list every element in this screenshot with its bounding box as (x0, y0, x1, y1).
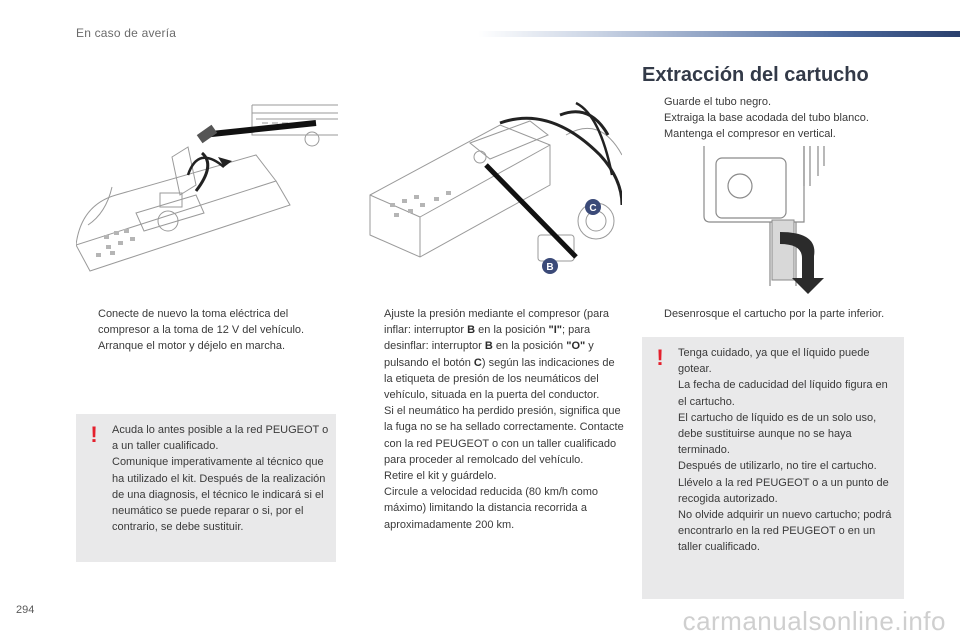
pressure-gauge-drawing (350, 95, 622, 275)
cartridge-removal-illustration (700, 146, 832, 296)
extraction-steps-list (642, 94, 904, 143)
reconnect-steps-list (76, 306, 334, 355)
warning-note-dealer (76, 414, 336, 562)
warning-note-text: Tenga cuidado, ya que el líquido puede gotear. La fecha de caducidad del líquido figura en el cartucho. El cartucho de líquido es de un solo uso, debe sustituirse aunque no se haya terminado. Después de utilizarlo, no tire el cartucho. Llévelo a la red PEUGEOT o a un punto de recogida autorizado. No olvide adquirir un nuevo cartucho; podrá encontrarlo en la red PEUGEOT o en un taller cualificado. (678, 347, 892, 554)
list-item-text: Mantenga el compresor en vertical. (664, 128, 836, 141)
text-span: y pulsando el botón (384, 340, 594, 369)
page-number: 294 (16, 604, 35, 616)
bold-span: C (473, 356, 482, 369)
label-b: B (546, 262, 554, 273)
list-item (362, 484, 624, 533)
warning-icon: ! (656, 345, 664, 370)
bold-span: "I" (548, 324, 562, 337)
list-item-text: Retire el kit y guárdelo. (384, 470, 497, 483)
warning-icon: ! (90, 422, 98, 447)
unscrew-steps-list (642, 306, 904, 322)
list-item (362, 306, 624, 468)
pressure-steps-list (362, 306, 624, 533)
list-item (642, 306, 904, 322)
section-title: Extracción del cartucho (642, 64, 869, 86)
text-span: Si el neumático ha perdido presión, significa que la fuga no se ha sellado correctamente. Contacte con la red PEUGEOT o con un taller cualificado para proceder al remolcado del vehículo. (384, 405, 624, 466)
list-item-text: Conecte de nuevo la toma eléctrica del compresor a la toma de 12 V del vehículo. (98, 308, 305, 337)
cartridge-removal-drawing (700, 146, 832, 296)
list-item (642, 110, 904, 126)
bold-span: "O" (566, 340, 586, 353)
list-item-text: Desenrosque el cartucho por la parte inferior. (664, 308, 885, 320)
list-item-text: Guarde el tubo negro. (664, 96, 772, 108)
label-c: C (589, 203, 597, 214)
list-item-text (384, 308, 624, 466)
list-item (642, 94, 904, 110)
bold-span: B (484, 340, 493, 353)
chapter-title: En caso de avería (76, 26, 177, 40)
bold-span: B (467, 324, 476, 337)
list-item-text: Arranque el motor y déjelo en marcha. (98, 340, 286, 353)
list-item (76, 338, 334, 354)
list-item-text: Circule a velocidad reducida (80 km/h como máximo) limitando la distancia recorrida a aproximadamente 200 km. (384, 486, 598, 531)
watermark-url: carmanualsonline.info (682, 606, 946, 636)
compressor-plug-drawing (76, 95, 338, 275)
text-span: ; para desinflar: interruptor (384, 324, 591, 353)
text-span: ) según las indicaciones de la etiqueta de presión de los neumáticos del vehículo, situada en la puerta del conductor. (384, 356, 615, 402)
page-header (0, 0, 960, 50)
warning-note-text: Acuda lo antes posible a la red PEUGEOT o a un taller cualificado. Comunique imperativamente al técnico que ha utilizado el kit. Después de la realización de una diagnosis, el técnico le indicará si el neumático se puede reparar o si, por el contrario, se debe sustituir. (112, 424, 329, 534)
header-gradient-bar (478, 31, 960, 37)
list-item (76, 306, 334, 338)
list-item (642, 126, 904, 142)
pressure-gauge-illustration (350, 95, 622, 275)
compressor-plug-illustration (76, 95, 338, 275)
warning-note-cartridge (642, 337, 904, 599)
text-span: Ajuste la presión mediante el compresor (para inflar: interruptor (384, 308, 610, 337)
list-item-text: Extraiga la base acodada del tubo blanco. (664, 112, 869, 125)
text-span: en la posición (475, 324, 549, 337)
text-span: en la posición (492, 340, 567, 353)
list-item (362, 468, 624, 484)
